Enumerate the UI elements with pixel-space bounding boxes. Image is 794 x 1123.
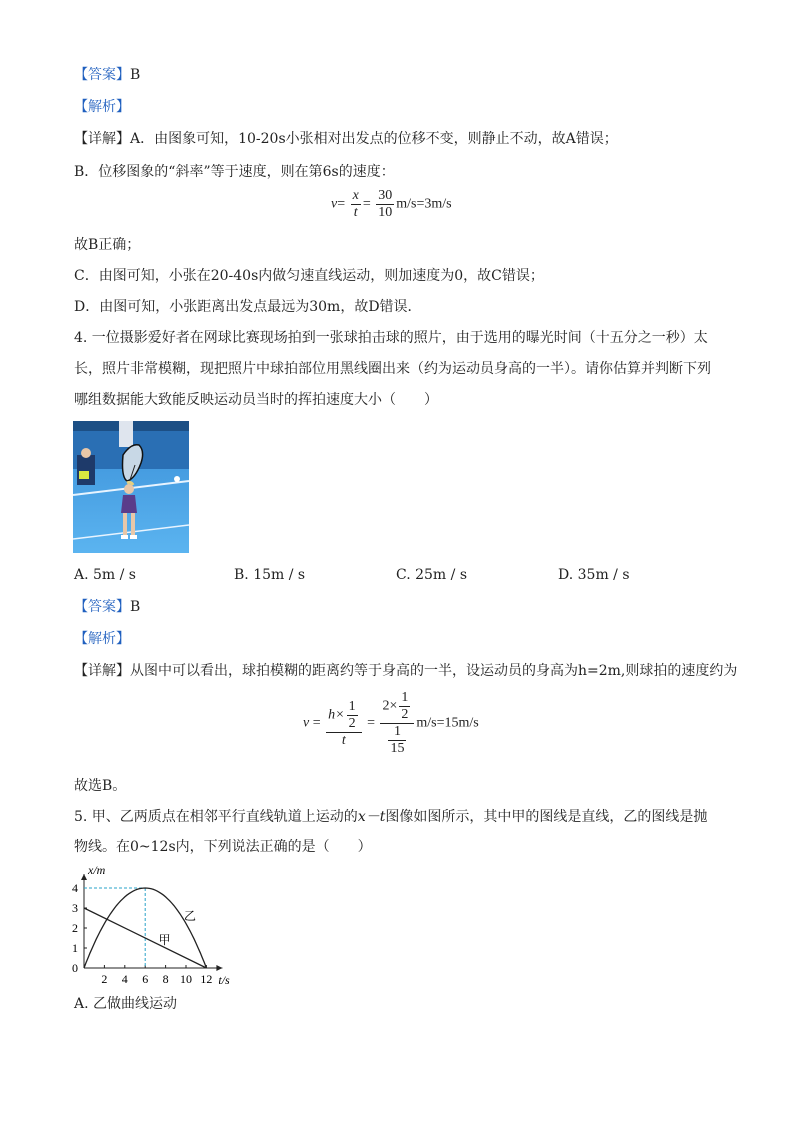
equation-velocity-q4 bbox=[303, 690, 479, 757]
frac-numerator: 30 bbox=[378, 188, 393, 203]
eq-tail: m/s=3m/s bbox=[396, 196, 452, 212]
xt-graph bbox=[64, 862, 264, 992]
series-jia-label: 甲 bbox=[158, 933, 171, 947]
equation-velocity-q3 bbox=[331, 188, 452, 221]
detail-tag: 【详解】 bbox=[74, 131, 130, 147]
question-5-stem-1 bbox=[74, 808, 707, 826]
frac-numerator: x bbox=[352, 188, 359, 203]
answer-tag: 【答案】 bbox=[74, 599, 130, 615]
option-c: C. 25m / s bbox=[396, 567, 468, 583]
question-4-stem-1: 4. 一位摄影爱好者在网球比赛现场拍到一张球拍击球的照片，由于选用的曝光时间（十五分之一秒）太 bbox=[74, 330, 708, 346]
frac-denominator: 2 bbox=[348, 715, 356, 731]
x-tick-label: 12 bbox=[200, 972, 213, 986]
y-tick-label: 3 bbox=[72, 901, 78, 915]
fraction-one-half bbox=[347, 699, 358, 732]
detail-line-b: B．位移图象的“斜率”等于速度，则在第6s的速度： bbox=[74, 164, 395, 180]
x-tick-label: 4 bbox=[121, 972, 128, 986]
option-b: B. 15m / s bbox=[234, 567, 306, 583]
frac-denominator: t bbox=[341, 732, 346, 748]
stem-text: 5. 甲、乙两质点在相邻平行直线轨道上运动的 bbox=[74, 809, 358, 825]
analysis-tag: 【解析】 bbox=[74, 631, 130, 647]
x-tick-label: 8 bbox=[162, 972, 169, 986]
answer-tag: 【答案】 bbox=[74, 67, 130, 83]
answer-value: B bbox=[130, 67, 141, 83]
stem-text-tail: 图像如图所示，其中甲的图线是直线，乙的图线是抛 bbox=[385, 809, 708, 825]
eq-equals: = bbox=[337, 196, 346, 212]
detail-line-b2: 故B正确； bbox=[74, 237, 141, 253]
tennis-photo bbox=[73, 421, 189, 553]
frac-denominator: 10 bbox=[378, 205, 393, 220]
analysis-tag: 【解析】 bbox=[74, 99, 130, 115]
x-tick-label: 6 bbox=[142, 972, 149, 986]
frac-denominator: t bbox=[353, 205, 358, 220]
x-tick-label: 10 bbox=[180, 972, 192, 986]
eq-equals: = bbox=[367, 715, 375, 731]
frac-numerator: 1 bbox=[348, 698, 356, 714]
y-tick-label: 2 bbox=[72, 921, 78, 935]
conclusion-q4: 故选B。 bbox=[74, 778, 127, 794]
fraction-30-over-10 bbox=[376, 188, 394, 221]
question-5-stem-2: 物线。在0~12s内，下列说法正确的是（ ） bbox=[74, 839, 372, 855]
eq-symbol: v bbox=[331, 196, 338, 212]
y-tick-label: 4 bbox=[72, 881, 78, 895]
tennis-photo-illustration bbox=[73, 421, 189, 553]
eq-equals: = bbox=[312, 715, 321, 731]
fraction-numeric bbox=[380, 690, 414, 757]
fraction-one-fifteenth bbox=[388, 724, 406, 757]
eq-tail: m/s=15m/s bbox=[416, 715, 479, 731]
question-4-stem-3: 哪组数据能大致能反映运动员当时的挥拍速度大小（ ） bbox=[74, 392, 438, 408]
option-a: A. 5m / s bbox=[74, 567, 136, 583]
eq-symbol: v bbox=[303, 715, 310, 731]
xt-graph-svg bbox=[64, 862, 264, 992]
x-axis-label: t/s bbox=[218, 973, 230, 987]
detail-line-d: D．由图可知，小张距离出发点最远为30m，故D错误． bbox=[74, 299, 422, 315]
detail-text: A．由图象可知，10-20s小张相对出发点的位移不变，则静止不动，故A错误； bbox=[130, 131, 618, 147]
series-yi-label: 乙 bbox=[183, 909, 196, 923]
stem-math: x－t bbox=[357, 809, 386, 825]
frac-numerator bbox=[380, 690, 414, 724]
x-axis-arrow bbox=[216, 965, 222, 971]
y-axis-label: x/m bbox=[88, 863, 106, 877]
frac-numerator: 1 bbox=[401, 690, 409, 705]
answer-line-q4 bbox=[74, 598, 140, 616]
frac-denominator bbox=[380, 724, 414, 757]
question-5-option-a: A. 乙做曲线运动 bbox=[74, 996, 178, 1012]
frac-denominator: 2 bbox=[401, 707, 409, 722]
y-tick-label: 0 bbox=[72, 961, 78, 975]
question-4-stem-2: 长，照片非常模糊，现把照片中球拍部位用黑线圈出来（约为运动员身高的一半）。请你估算并判断下列 bbox=[74, 361, 711, 377]
x-tick-label: 2 bbox=[101, 972, 108, 986]
fraction-x-over-t bbox=[351, 188, 361, 221]
frac-denominator: 15 bbox=[390, 741, 405, 756]
answer-line-q3 bbox=[74, 66, 140, 84]
frac-numerator bbox=[326, 699, 361, 733]
detail-line-a bbox=[74, 130, 618, 148]
detail-line-c: C．由图可知，小张在20-40s内做匀速直线运动，则加速度为0，故C错误； bbox=[74, 268, 544, 284]
y-axis-arrow bbox=[81, 874, 87, 880]
answer-value: B bbox=[130, 599, 141, 615]
fraction-h-half-over-t bbox=[326, 699, 361, 749]
detail-line-q4 bbox=[74, 662, 737, 680]
eq-equals: = bbox=[362, 196, 371, 212]
detail-text: 从图中可以看出，球拍模糊的距离约等于身高的一半，设运动员的身高为h=2m,则球拍的速度约为 bbox=[130, 663, 738, 679]
frac-numerator: 1 bbox=[388, 724, 406, 741]
y-tick-label: 1 bbox=[72, 941, 78, 955]
option-d: D. 35m / s bbox=[558, 567, 630, 583]
detail-tag: 【详解】 bbox=[74, 663, 130, 679]
eq-two-times: 2× bbox=[382, 698, 398, 714]
fraction-one-half bbox=[399, 690, 410, 723]
eq-h-times: h× bbox=[328, 707, 345, 723]
